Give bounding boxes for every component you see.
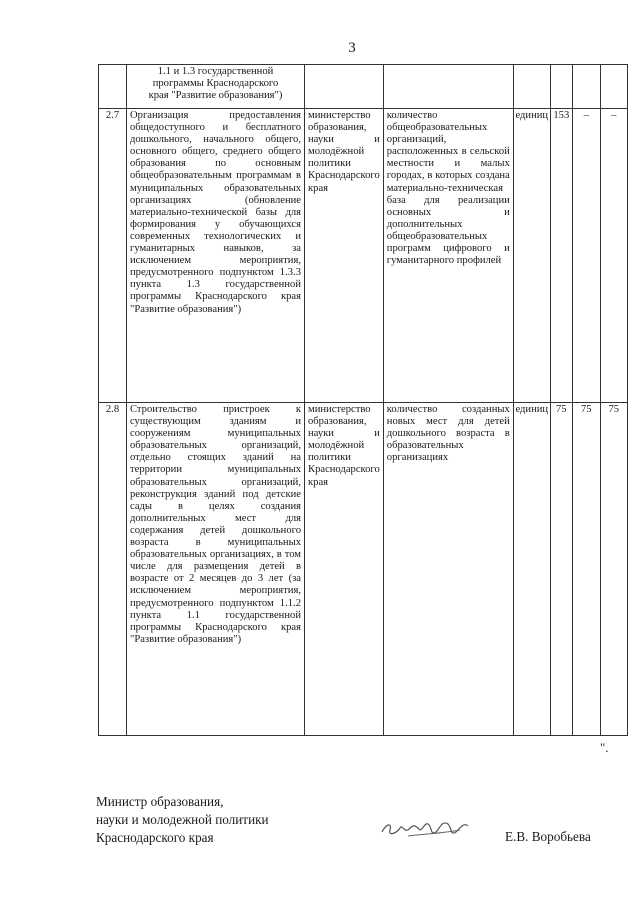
cell-indicator: количество созданных новых мест для детей дошкольного возраста в образовательных организациях <box>383 403 513 736</box>
cell-value-3: 75 <box>600 403 627 736</box>
cell-num: 2.7 <box>99 109 127 403</box>
cell-unit: единиц <box>513 109 550 403</box>
signer-name: Е.В. Воробьева <box>505 829 591 844</box>
cell-num: 2.8 <box>99 403 127 736</box>
cell-responsible: министерство образования, науки и молодёжной политики Краснодарского края <box>305 109 384 403</box>
cell-indicator <box>383 65 513 109</box>
cell-num <box>99 65 127 109</box>
measures-table <box>98 64 628 736</box>
cell-value-2: – <box>572 109 600 403</box>
cell-value <box>600 65 627 109</box>
cell-unit <box>513 65 550 109</box>
cell-unit: единиц <box>513 403 550 736</box>
program-ref-line: программы Краснодарского <box>152 78 279 90</box>
program-ref-line: 1.1 и 1.3 государственной <box>157 66 274 77</box>
table-row-continuation <box>99 65 628 109</box>
cell-responsible <box>305 65 384 109</box>
cell-value <box>572 65 600 109</box>
signature-title-line: Краснодарского края <box>96 830 214 845</box>
cell-activity: Строительство пристроек к существующим зданиям и сооружениям муниципальных образовательных организаций, отдельно стоящих зданий на территории муниципальных образовательных организаций, реконструкция зданий под детские сады в целях создания дополнительных мест для содержания детей дошкольного возраста в муниципальных образовательных организациях, в том числе для размещения детей в возрасте от 2 месяцев до 3 лет (за исключением мероприятия, предусмотренного подпунктом 1.1.2 пункта 1.1 государственной программы Краснодарского края "Развитие образования") <box>127 403 305 736</box>
program-ref-line: края "Развитие образования") <box>148 90 283 102</box>
handwritten-signature <box>378 810 474 844</box>
table-row <box>99 109 628 403</box>
closing-quote-mark: ". <box>600 740 609 755</box>
cell-value-2: 75 <box>572 403 600 736</box>
cell-value-1: 153 <box>550 109 572 403</box>
table-row <box>99 403 628 736</box>
cell-activity: Организация предоставления общедоступного и бесплатного дошкольного, начального общего, основного общего, среднего общего образования по основным общеобразовательным программам в муниципальных образовательных организациях (обновление материально-технической базы для формирования у обучающихся современных технологических и гуманитарных навыков, за исключением мероприятия, предусмотренного подпунктом 1.3.3 пункта 1.3 государственной программы Краснодарского края "Развитие образования") <box>127 109 305 403</box>
cell-value <box>550 65 572 109</box>
signature-title-line: науки и молодежной политики <box>96 812 269 827</box>
cell-value-3: – <box>600 109 627 403</box>
cell-indicator: количество общеобразовательных организаций, расположенных в сельской местности и малых городах, в которых создана материально-техническая база для реализации основных и дополнительных общеобразовательных программ цифрового и гуманитарного профилей <box>383 109 513 403</box>
signature-title-line: Министр образования, <box>96 794 224 809</box>
signature-title <box>96 793 269 847</box>
cell-value-1: 75 <box>550 403 572 736</box>
cell-responsible: министерство образования, науки и молодёжной политики Краснодарского края <box>305 403 384 736</box>
cell-activity <box>127 65 305 109</box>
page-number: 3 <box>348 40 356 56</box>
